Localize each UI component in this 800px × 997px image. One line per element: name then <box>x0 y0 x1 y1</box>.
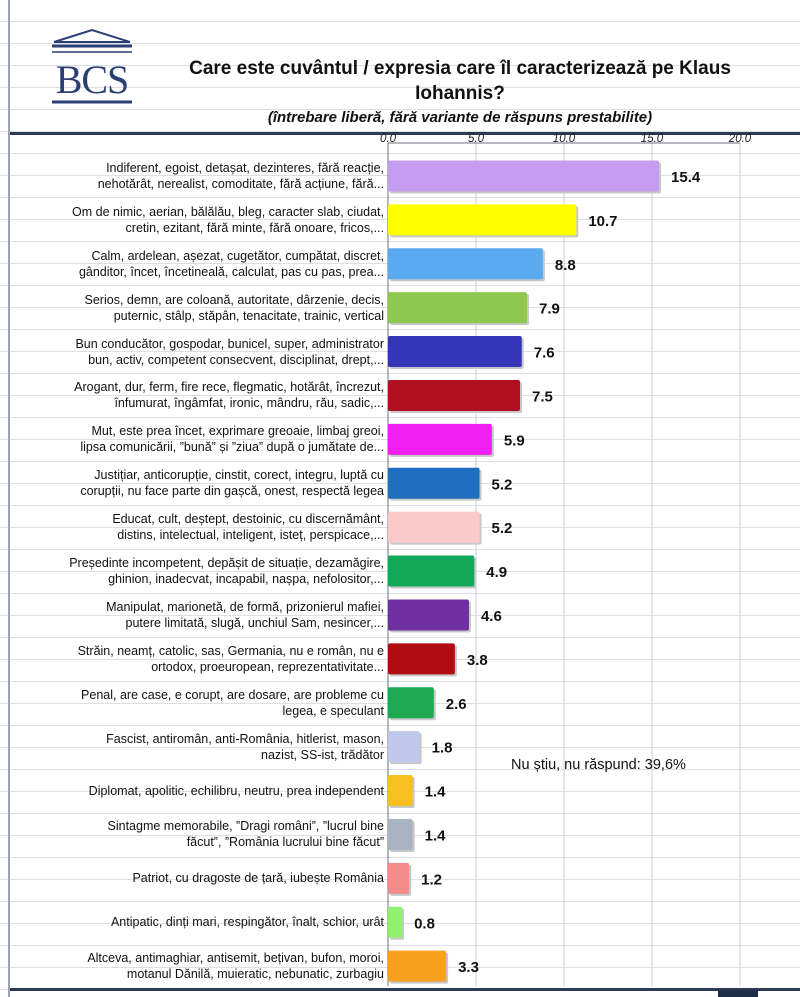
category-label-line: legea, e speculant <box>282 703 384 718</box>
bar-value-label: 10.7 <box>588 212 618 230</box>
footer-block <box>718 990 758 997</box>
category-label-line: Străin, neamț, catolic, sas, Germania, nu e român, nu e <box>77 643 384 658</box>
bar <box>388 775 413 806</box>
category-label-line: Mut, este prea încet, exprimare greoaie, limbaj greoi, <box>91 424 384 439</box>
bar-value-label: 1.4 <box>424 783 446 801</box>
category-label-line: Patriot, cu dragoste de țară, iubește România <box>132 871 384 886</box>
category-label <box>14 687 384 719</box>
category-label-line: Om de nimic, aerian, bălălău, bleg, caracter slab, ciudat, <box>72 204 384 219</box>
category-label-line: Manipulat, marionetă, de formă, prizonierul mafiei, <box>106 599 384 614</box>
chart-subtitle: (întrebare liberă, fără variante de răspuns prestabilite) <box>267 109 653 126</box>
category-label-line: Bun conducător, gospodar, bunicel, super, administrator <box>75 336 384 351</box>
category-label <box>14 511 384 543</box>
category-label-line: făcut”, ”România lucrului bine făcut” <box>186 835 384 850</box>
category-label <box>14 555 384 587</box>
category-label-line: gânditor, încet, încetineală, calculat, pas cu pas, prea... <box>78 264 384 279</box>
category-label-line: Antipatic, dinți mari, respingător, înalt, schior, urât <box>110 915 384 930</box>
bar-value-label: 4.9 <box>486 564 508 582</box>
x-tick-label: 5.0 <box>468 133 484 145</box>
chart-title: Care este cuvântul / expresia care îl caracterizează pe Klaus Iohannis? <box>189 58 731 104</box>
bar <box>388 248 543 279</box>
bar-value-label: 3.3 <box>458 959 479 977</box>
category-label <box>14 336 384 368</box>
category-label <box>14 379 384 411</box>
bar <box>388 863 409 894</box>
no-answer-note: Nu știu, nu răspund: 39,6% <box>511 757 686 773</box>
category-label <box>14 731 384 763</box>
category-label <box>14 160 384 192</box>
bar-value-label: 8.8 <box>554 256 576 274</box>
category-label-line: Indiferent, egoist, detașat, dezinteres, fără reacție, <box>106 160 384 175</box>
bar-value-label: 3.8 <box>466 651 488 669</box>
category-label-line: lipsa comunicării, ”bună” și ”ziua” după o jumătate de... <box>80 440 384 455</box>
category-label <box>14 818 384 850</box>
bar <box>388 380 520 411</box>
category-label <box>14 643 384 675</box>
bar <box>388 468 480 499</box>
bar <box>388 687 434 718</box>
category-label <box>14 248 384 280</box>
bar <box>388 424 492 455</box>
bar-value-label: 1.8 <box>431 739 453 757</box>
category-label-line: nazist, SS-ist, trădător <box>261 747 384 762</box>
category-label-line: Fascist, antiromân, anti-România, hitlerist, mason, <box>106 731 384 746</box>
category-label-line: puternic, stâlp, stăpân, tenacitate, trainic, vertical <box>113 308 384 323</box>
bar <box>388 907 402 938</box>
bar-value-label: 15.4 <box>671 168 701 186</box>
category-label-line: cretin, ezitant, fără minte, fără onoare, fricos,... <box>125 220 384 235</box>
category-label-line: Penal, are case, e corupt, are dosare, are probleme cu <box>81 687 384 702</box>
category-label-line: Altceva, antimaghiar, antisemit, bețivan, bufon, moroi, <box>87 951 384 966</box>
bar-value-label: 4.6 <box>480 607 502 625</box>
bar <box>388 599 469 630</box>
category-label-line: distins, intelectual, inteligent, isteț, perspicace,... <box>117 528 384 543</box>
category-label <box>14 292 384 324</box>
bar-value-label: 5.2 <box>491 520 513 538</box>
bar <box>388 512 480 543</box>
category-label <box>14 599 384 631</box>
bar-value-label: 1.4 <box>424 827 446 845</box>
bar-value-label: 7.6 <box>533 344 555 362</box>
bar <box>388 731 420 762</box>
category-label-line: înfumurat, îngâmfat, ironic, mândru, rău, sadic,... <box>114 396 384 411</box>
bar <box>388 336 522 367</box>
category-label <box>14 783 384 799</box>
bar <box>388 819 413 850</box>
category-label <box>14 914 384 930</box>
category-label-line: nehotărât, nerealist, comoditate, fără acțiune, fără... <box>97 176 384 191</box>
x-tick-label: 10.0 <box>552 133 576 145</box>
category-label-line: motanul Dănilă, muieratic, nebunatic, zurbagiu <box>126 967 384 982</box>
x-tick-label: 0.0 <box>380 133 396 145</box>
category-label <box>14 423 384 455</box>
category-label-line: Arogant, dur, ferm, fire rece, flegmatic, hotărât, încrezut, <box>74 380 384 395</box>
category-label-line: Educat, cult, deștept, destoinic, cu discernământ, <box>112 512 384 527</box>
bar-value-label: 7.5 <box>532 388 553 406</box>
bar <box>388 951 446 982</box>
bar-value-label: 2.6 <box>445 695 467 713</box>
category-label <box>14 467 384 499</box>
bar <box>388 556 474 587</box>
bar <box>388 204 576 235</box>
category-label-line: ortodox, proeuropean, reprezentativitate... <box>151 659 384 674</box>
category-label-line: Serios, demn, are coloană, autoritate, dârzenie, decis, <box>84 292 384 307</box>
category-label-line: ghinion, inadecvat, incapabil, nașpa, nefolositor,... <box>108 572 384 587</box>
category-label-line: Sintagme memorabile, ”Dragi români”, ”lucrul bine <box>107 819 384 834</box>
bar-value-label: 1.2 <box>421 871 442 889</box>
x-tick-label: 20.0 <box>728 133 752 145</box>
category-label-line: Președinte incompetent, depășit de situație, dezamăgire, <box>69 556 384 571</box>
bar-value-label: 5.2 <box>491 476 513 494</box>
category-label-line: Diplomat, apolitic, echilibru, neutru, prea independent <box>88 783 384 798</box>
bar-value-label: 7.9 <box>539 300 560 318</box>
bar-value-label: 0.8 <box>414 915 435 933</box>
category-label-line: Calm, ardelean, așezat, cugetător, cumpătat, discret, <box>91 248 384 263</box>
bar <box>388 160 659 191</box>
category-label-line: corupții, nu face parte din gașcă, onest, respectă legea <box>80 484 384 499</box>
category-label <box>14 950 384 982</box>
logo-text: BCS <box>55 57 129 102</box>
category-label <box>14 870 384 886</box>
category-label <box>14 204 384 236</box>
category-label-line: Justițiar, anticorupție, cinstit, corect, integru, luptă cu <box>94 468 384 483</box>
category-label-line: bun, activ, competent consecvent, disciplinat, drept,... <box>88 352 384 367</box>
bar <box>388 292 527 323</box>
category-label-line: putere limitată, slugă, unchiul Sam, nesincer,... <box>125 615 384 630</box>
x-tick-label: 15.0 <box>640 133 664 145</box>
bar-value-label: 5.9 <box>503 432 525 450</box>
bottom-rule <box>10 988 800 991</box>
bar <box>388 643 455 674</box>
